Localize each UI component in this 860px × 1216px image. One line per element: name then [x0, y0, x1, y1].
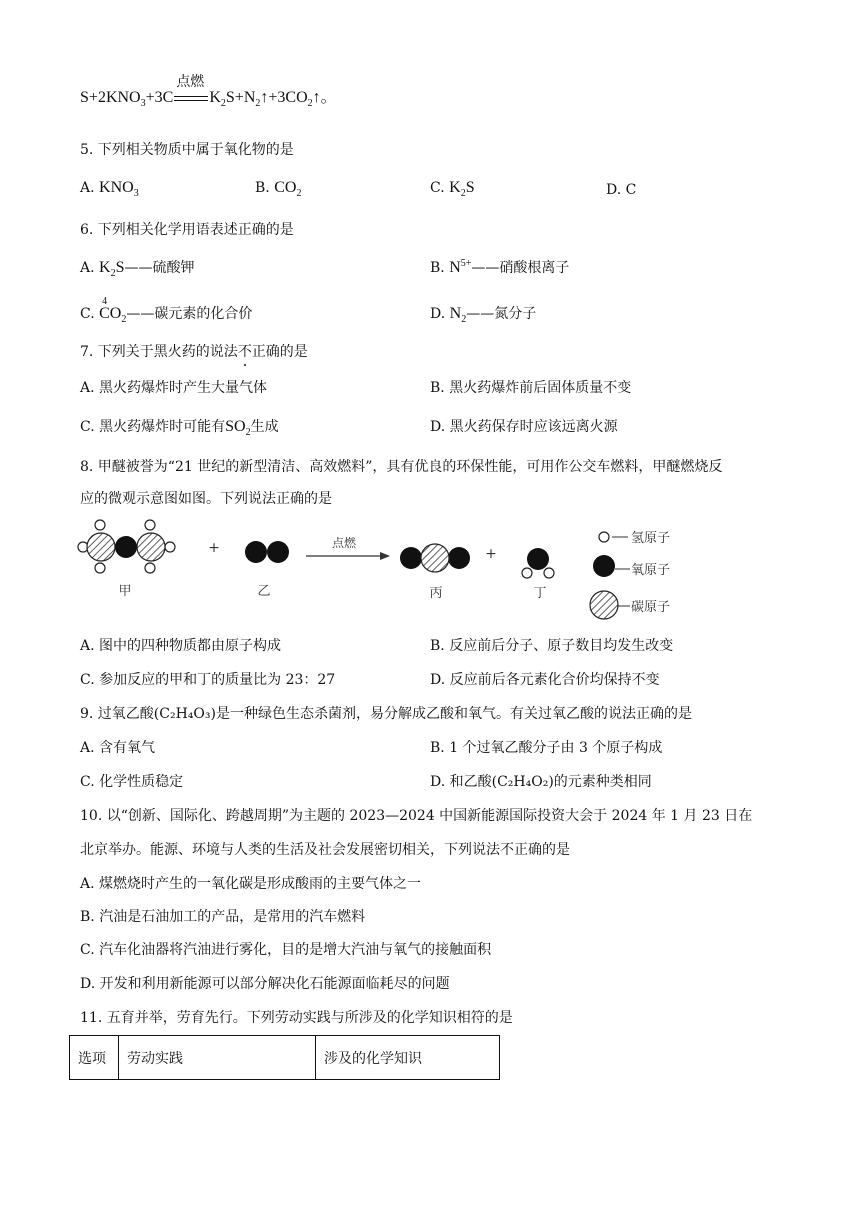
q5-option-a: A. $KNO_3$: [80, 179, 139, 199]
legend-hydrogen-label: 氢原子: [631, 531, 671, 546]
label-yi: 乙: [257, 584, 271, 599]
molecule-bing: [400, 544, 470, 572]
q10-stem-line1: 10. 以“创新、国际化、跨越周期”为主题的 2023—2024 中国新能源国际投资大会于 2024 年 1 月 23 日在: [80, 808, 753, 824]
plus-sign-2: +: [485, 546, 497, 562]
q7-option-a: A. 黑火药爆炸时产生大量气体: [80, 380, 268, 396]
q11-stem: 11. 五育并举，劳育先行。下列劳动实践与所涉及的化学知识相符的是: [80, 1010, 513, 1026]
table-header-practice: 劳动实践: [119, 1036, 316, 1080]
label-ding: 丁: [533, 586, 547, 601]
q5-stem: 5. 下列相关物质中属于氧化物的是: [80, 142, 294, 158]
q5-option-d: D. C: [606, 182, 637, 198]
q10-option-c: C. 汽车化油器将汽油进行雾化，目的是增大汽油与氧气的接触面积: [80, 942, 492, 958]
molecule-yi: [245, 541, 289, 563]
q6-option-c: C. 4 $CO_2——$碳元素的化合价: [80, 296, 253, 325]
reaction-arrow: [306, 552, 390, 560]
q6-stem: 6. 下列相关化学用语表述正确的是: [80, 222, 294, 238]
q8-option-d: D. 反应前后各元素化合价均保持不变: [430, 672, 660, 688]
reaction-micro-diagram: [0, 515, 860, 625]
table-header-knowledge: 涉及的化学知识: [316, 1036, 500, 1080]
q9-option-a: A. 含有氧气: [80, 740, 156, 756]
q6-option-a: A. $K_2S——$硫酸钾: [80, 259, 195, 279]
q7-stem: 7. 下列关于黑火药的说法不正确的是: [80, 344, 308, 360]
table-header-row: [70, 1036, 500, 1080]
q9-stem: 9. 过氧乙酸(C₂H₄O₃)是一种绿色生态杀菌剂，易分解成乙酸和氧气。有关过氧乙酸的说法正确的是: [80, 706, 692, 722]
q8-option-b: B. 反应前后分子、原子数目均发生改变: [430, 638, 674, 654]
q9-option-d: D. 和乙酸(C₂H₄O₂)的元素种类相同: [430, 774, 652, 790]
legend-carbon-label: 碳原子: [631, 600, 671, 615]
legend-oxygen-label: 氧原子: [631, 563, 671, 578]
diagram-legend: [590, 531, 670, 619]
table-header-option: 选项: [70, 1036, 119, 1080]
q9-option-b: B. 1 个过氧乙酸分子由 3 个原子构成: [430, 740, 663, 756]
q6-option-d: D. $N_2——$氮分子: [430, 305, 537, 325]
reaction-condition: 点燃: [174, 88, 208, 108]
label-bing: 丙: [429, 586, 443, 601]
q10-option-b: B. 汽油是石油加工的产品，是常用的汽车燃料: [80, 909, 366, 925]
legend-oxygen-atom: [593, 555, 615, 577]
q5-option-b: B. $CO_2$: [255, 179, 302, 199]
q10-option-d: D. 开发和利用新能源可以部分解决化石能源面临耗尽的问题: [80, 976, 450, 992]
q8-stem-line2: 应的微观示意图如图。下列说法正确的是: [80, 491, 332, 507]
molecule-ding: [522, 548, 554, 578]
plus-sign-1: +: [208, 540, 220, 556]
q5-option-c: C. $K_2S$: [430, 179, 475, 199]
q7-option-b: B. 黑火药爆炸前后固体质量不变: [430, 380, 632, 396]
q8-option-a: A. 图中的四种物质都由原子构成: [80, 638, 282, 654]
q8-stem-line1: 8. 甲醚被誉为“21 世纪的新型清洁、高效燃料”，具有优良的环保性能，可用作公交车燃料，甲醚燃烧反: [80, 459, 723, 475]
label-jia: 甲: [118, 584, 132, 599]
reaction-equation: $S+2KNO_3+3C$ 点燃 $K_2S+N_2↑+3CO_2↑$。: [80, 74, 337, 109]
q9-option-c: C. 化学性质稳定: [80, 774, 184, 790]
q8-option-c: C. 参加反应的甲和丁的质量比为 23：27: [80, 672, 336, 688]
arrow-condition: 点燃: [331, 536, 357, 550]
q7-option-c: C. 黑火药爆炸时可能有$SO_2$生成: [80, 418, 279, 438]
legend-hydrogen-atom: [599, 532, 609, 542]
q7-option-d: D. 黑火药保存时应该远离火源: [430, 419, 618, 435]
q11-table: [69, 1035, 500, 1080]
q10-stem-line2: 北京举办。能源、环境与人类的生活及社会发展密切相关，下列说法不正确的是: [80, 842, 570, 858]
q10-option-a: A. 煤燃烧时产生的一氧化碳是形成酸雨的主要气体之一: [80, 876, 422, 892]
molecule-jia: [78, 520, 175, 573]
legend-carbon-atom: [590, 591, 618, 619]
q6-option-b: B. $N^{5+}——$硝酸根离子: [430, 258, 570, 276]
